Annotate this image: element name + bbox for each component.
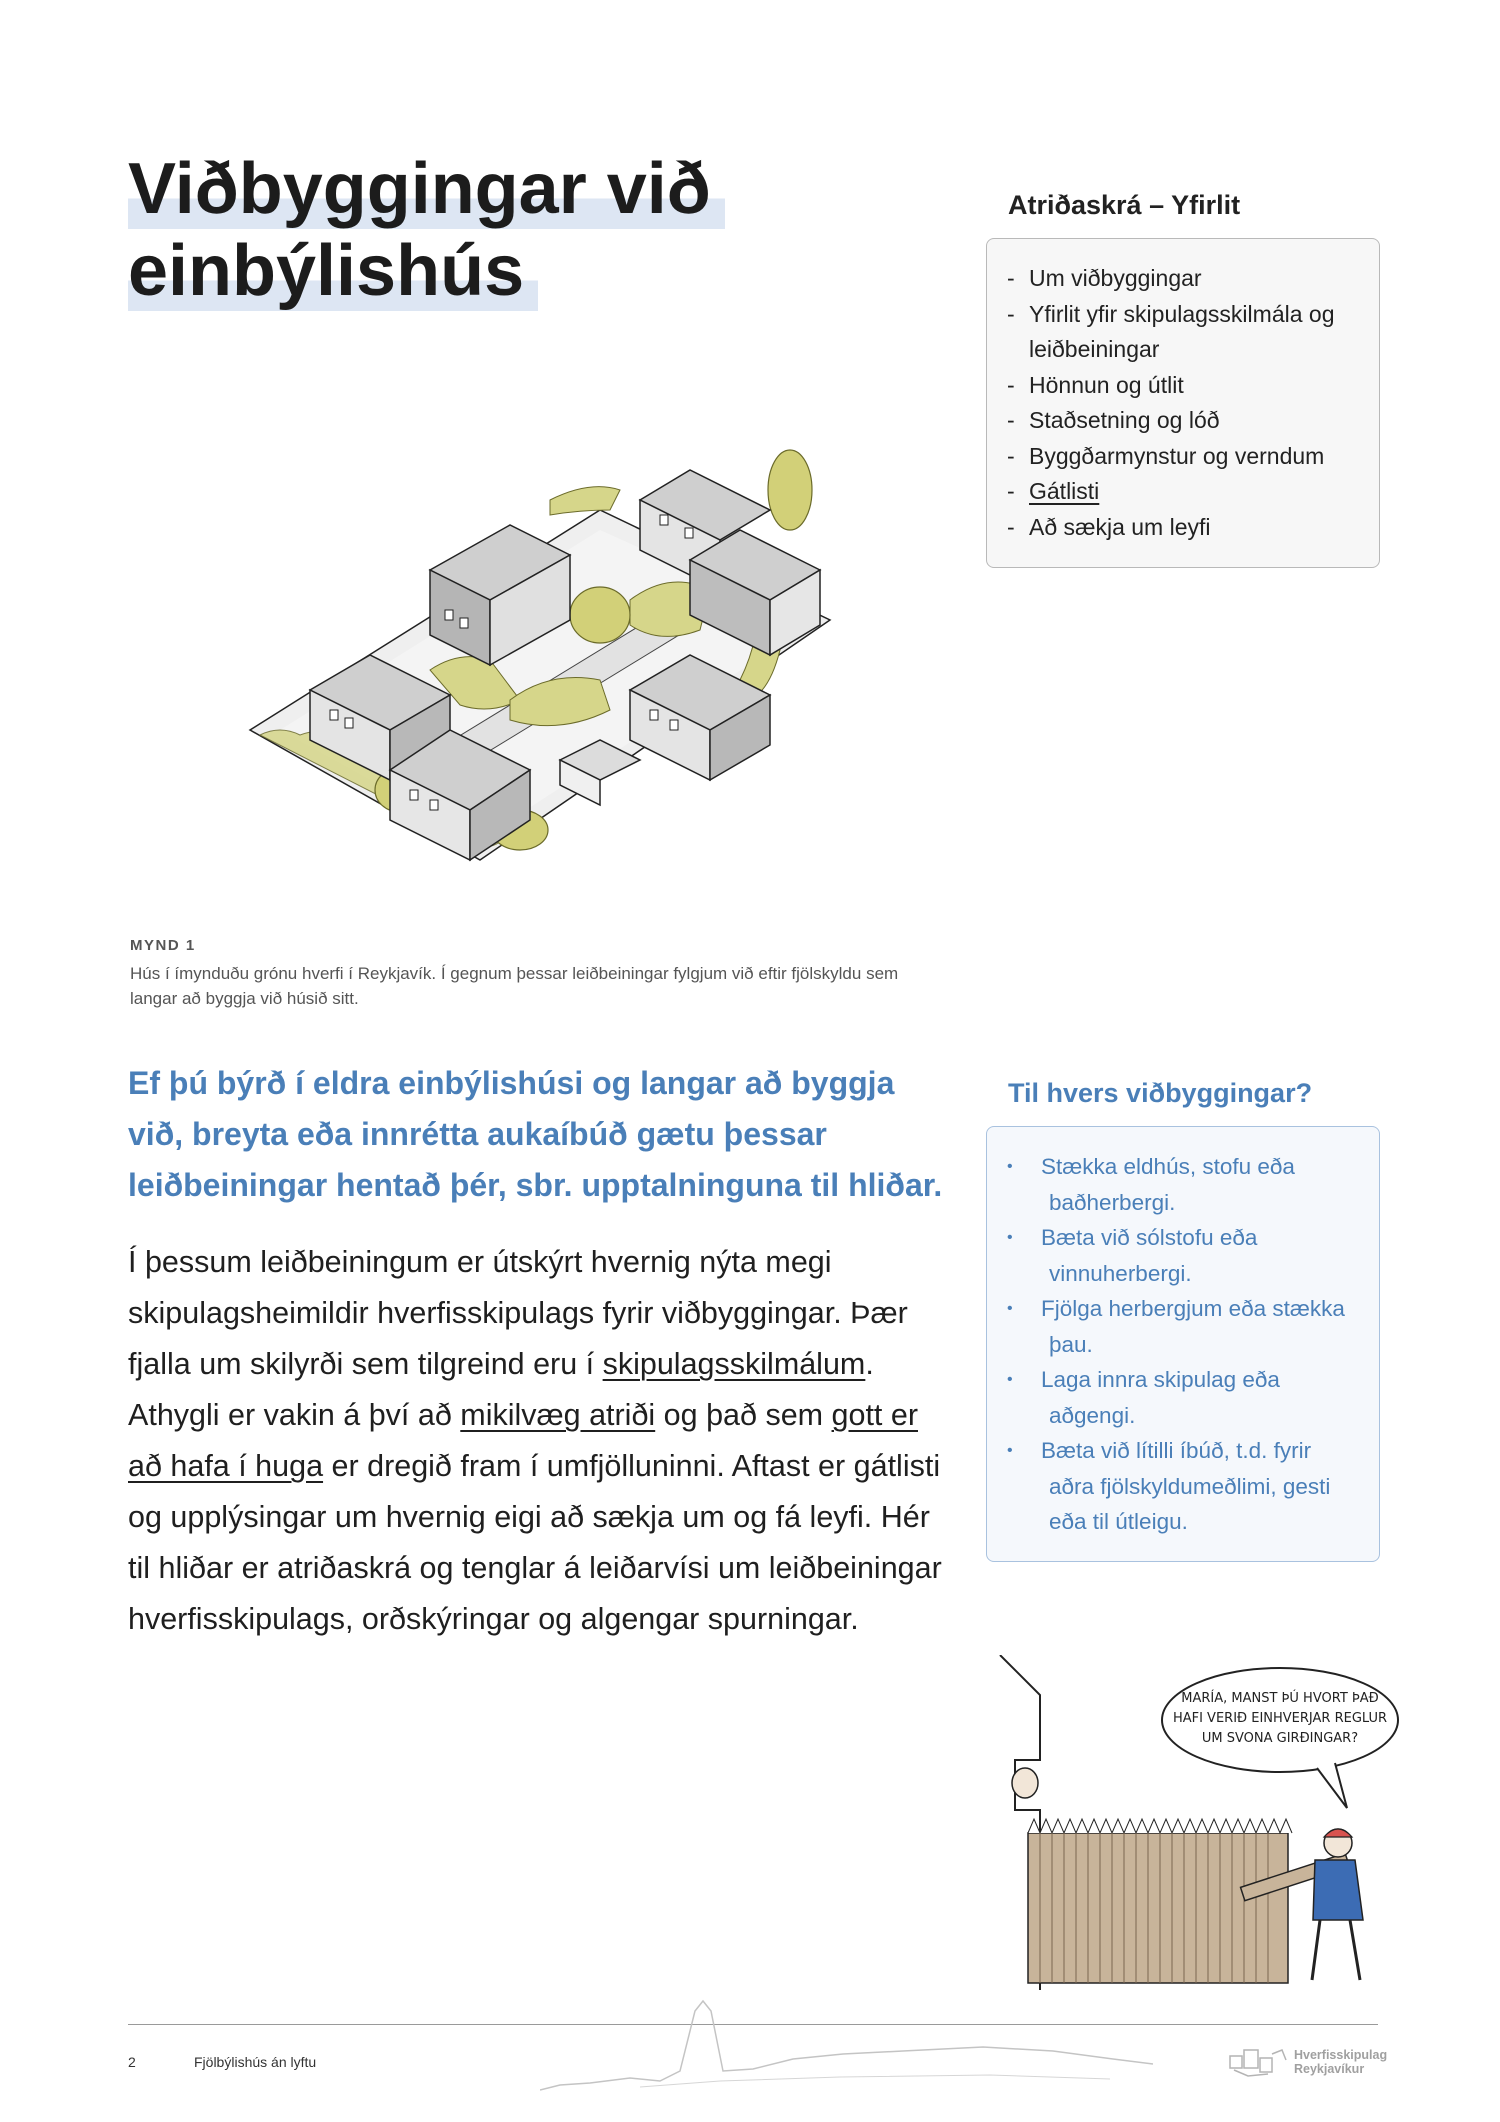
page-title [128, 148, 768, 312]
hverfisskipulag-logo-icon [1226, 2046, 1288, 2080]
speech-line-1: MARÍA, MANST ÞÚ HVORT ÞAÐ [1181, 1691, 1379, 1706]
toc-item[interactable]: - Hönnun og útlit [1007, 371, 1184, 398]
speech-line-3: UM SVONA GIRÐINGAR? [1201, 1731, 1359, 1746]
fence-cartoon-illustration [990, 1655, 1410, 1995]
toc-item[interactable]: - Um viðbyggingar [1007, 265, 1202, 291]
sidebar-info-box [986, 1126, 1380, 1562]
link-mikilvaeg-atridi[interactable]: mikilvæg atriði [460, 1398, 656, 1432]
sidebar-list-item: • Laga innra skipulag eða aðgengi. [1007, 1367, 1280, 1428]
sidebar-heading: Til hvers viðbyggingar? [1008, 1078, 1313, 1108]
sidebar-list-item: • Bæta við lítilli íbúð, t.d. fyrir aðra fjölskyldumeðlimi, gesti eða til útleigu. [1007, 1438, 1331, 1534]
toc-box [986, 238, 1380, 568]
figure-label: MYND 1 [130, 937, 196, 954]
document-name: Fjölbýlishús án lyftu [194, 2054, 317, 2070]
link-gott-er-ad-hafa-i-huga[interactable]: gott er að hafa í huga [128, 1398, 918, 1483]
toc-item[interactable]: - Að sækja um leyfi [1007, 513, 1211, 540]
toc-item[interactable]: - Byggðarmynstur og verndum [1007, 442, 1325, 469]
toc-item[interactable]: - Yfirlit yfir skipulagsskilmála og leiðbeiningar [1007, 300, 1335, 362]
sidebar-list-item: • Stækka eldhús, stofu eða baðherbergi. [1007, 1154, 1295, 1215]
link-skipulagsskilmalum[interactable]: skipulagsskilmálum [602, 1347, 866, 1381]
page-title-line-1: Viðbyggingar við [128, 149, 725, 229]
toc-item[interactable]: - Staðsetning og lóð [1007, 407, 1220, 433]
toc-heading: Atriðaskrá – Yfirlit [1008, 190, 1241, 220]
figure-caption: Hús í ímynduðu grónu hverfi í Reykjavík. Í gegnum þessar leiðbeiningar fylgjum við eftir fjölskyldu sem langar að byggja við húsið sitt. [130, 964, 899, 1008]
lead-paragraph: Ef þú býrð í eldra einbýlishúsi og langar að byggja við, breyta eða innrétta aukaíbúð gætu þessar leiðbeiningar hentað þér, sbr. upptalninguna til hliðar. [128, 1065, 943, 1203]
page-title-line-2: einbýlishús [128, 231, 538, 311]
skyline-decoration [540, 1995, 1160, 2095]
logo-text: Hverfisskipulag Reykjavíkur [1294, 2048, 1388, 2076]
page-number: 2 [128, 2054, 136, 2070]
toc-item-checklist-link[interactable]: - Gátlisti [1007, 478, 1100, 504]
speech-line-2: HAFI VERIÐ EINHVERJAR REGLUR [1172, 1711, 1388, 1726]
sidebar-list-item: • Fjölga herbergjum eða stækka þau. [1007, 1296, 1345, 1357]
neighbourhood-illustration [130, 430, 950, 885]
sidebar-list-item: • Bæta við sólstofu eða vinnuherbergi. [1007, 1225, 1258, 1286]
body-paragraph: Í þessum leiðbeiningum er útskýrt hvernig nýta megi skipulagsheimildir hverfisskipulags fyrir viðbyggingar. Þær fjalla um skilyrði sem tilgreind eru í skipulagsskilmálum. Athygli er vakin á því að mikilvæg atriði og það sem gott er að hafa í huga er dregið fram í umfjölluninni. Aftast er gátlisti og upplýsingar um hvernig eigi að sækja um og fá leyfi. Hér til hliðar er atriðaskrá og tenglar á leiðarvísi um leiðbeiningar hverfisskipulags, orðskýringar og algengar spurningar. [128, 1245, 942, 1636]
